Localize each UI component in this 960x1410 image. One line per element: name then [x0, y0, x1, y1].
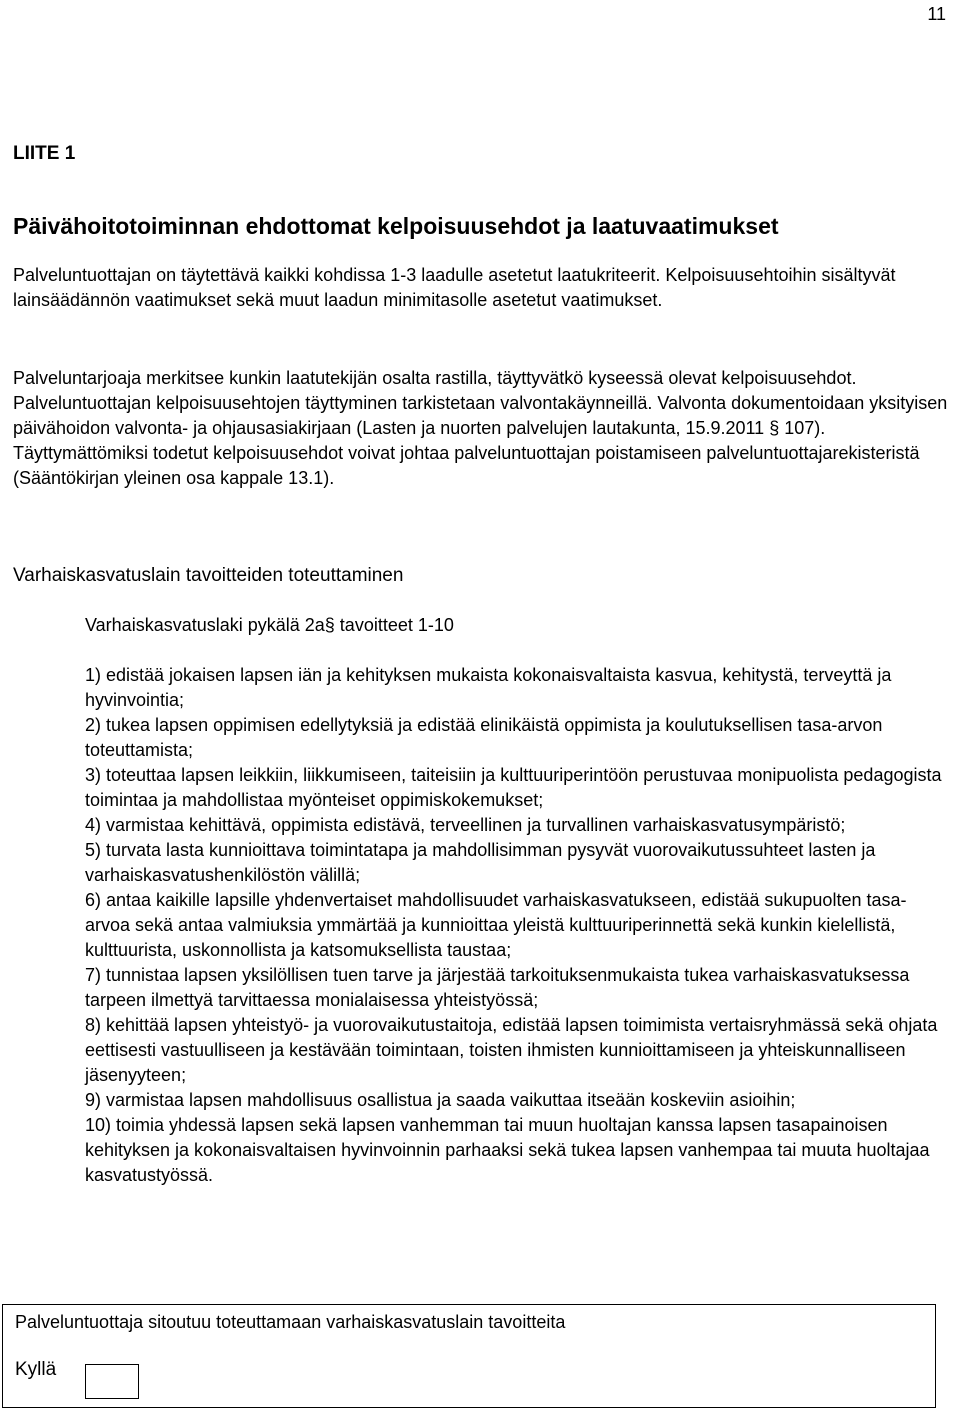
goal-item: 8) kehittää lapsen yhteistyö- ja vuorovaikutustaitoja, edistää lapsen toimimista vertaisryhmässä sekä ohjata eettisesti vastuulliseen ja kestävään toimintaan, toisten ihmisten kunnioittamiseen ja yhteiskunnalliseen jäsenyyteen; — [85, 1015, 938, 1085]
responsibility-paragraph: Palveluntarjoaja merkitsee kunkin laatutekijän osalta rastilla, täyttyvätkö kyseessä olevat kelpoisuusehdot. Palveluntuottajan kelpoisuusehtojen täyttyminen tarkistetaan valvontakäynneillä. Valvonta dokumentoidaan yksityisen päivähoidon valvonta- ja ohjausasiakirjaan (Lasten ja nuorten palvelujen lautakunta, 15.9.2011 § 107). Täyttymättömiksi todetut kelpoisuusehdot voivat johtaa palveluntuottajan poistamiseen palveluntuottajarekisteristä (Sääntökirjan yleinen osa kappale 13.1). — [13, 368, 948, 488]
law-goals-heading: Varhaiskasvatuslaki pykälä 2a§ tavoitteet 1-10 — [85, 615, 454, 635]
goal-item: 4) varmistaa kehittävä, oppimista edistävä, terveellinen ja turvallinen varhaiskasvatusympäristö; — [85, 815, 846, 835]
goal-item: 7) tunnistaa lapsen yksilöllisen tuen tarve ja järjestää tarkoituksenmukaista tukea varhaiskasvatuksessa tarpeen ilmettyä tarvittaessa monialaisessa yhteistyössä; — [85, 965, 910, 1010]
goal-item: 9) varmistaa lapsen mahdollisuus osallistua ja saada vaikuttaa itseään koskeviin asioihin; — [85, 1090, 796, 1110]
commitment-text: Palveluntuottaja sitoutuu toteuttamaan varhaiskasvatuslain tavoitteita — [15, 1312, 566, 1332]
goal-item: 3) toteuttaa lapsen leikkiin, liikkumiseen, taiteisiin ja kulttuuriperintöön perustuvaa monipuolista pedagogista toimintaa ja mahdollistaa myönteiset oppimiskokemukset; — [85, 765, 942, 810]
goal-item: 5) turvata lasta kunnioittava toimintatapa ja mahdollisimman pysyvät vuorovaikutussuhteet lasten ja varhaiskasvatushenkilöstön välillä; — [85, 840, 876, 885]
page-number: 11 — [927, 4, 946, 24]
appendix-label: LIITE 1 — [13, 143, 76, 164]
goals-list — [85, 663, 945, 1188]
intro-paragraph: Palveluntuottajan on täytettävä kaikki kohdissa 1-3 laadulle asetetut laatukriteerit. Kelpoisuusehtoihin sisältyvät lainsäädännön vaatimukset sekä muut laadun minimitasolle asetetut vaatimukset. — [13, 265, 896, 310]
section-heading: Varhaiskasvatuslain tavoitteiden toteuttaminen — [13, 565, 404, 586]
goal-item: 2) tukea lapsen oppimisen edellytyksiä ja edistää elinikäistä oppimista ja koulutuksellisen tasa-arvon toteuttamista; — [85, 715, 883, 760]
commitment-box — [2, 1304, 936, 1408]
goal-item: 10) toimia yhdessä lapsen sekä lapsen vanhemman tai muun huoltajan kanssa lapsen tasapainoisen kehityksen ja kokonaisvaltaisen hyvinvoinnin parhaaksi sekä tukea lapsen vanhempaa tai muuta huoltajaa kasvatustyössä. — [85, 1115, 930, 1185]
goal-item: 6) antaa kaikille lapsille yhdenvertaiset mahdollisuudet varhaiskasvatukseen, edistää sukupuolten tasa-arvoa sekä antaa valmiuksia ymmärtää ja kunnioittaa yleistä kulttuuriperinnettä sekä kunkin kielellistä, kulttuurista, uskonnollista ja katsomuksellista taustaa; — [85, 890, 907, 960]
page-title: Päivähoitotoiminnan ehdottomat kelpoisuusehdot ja laatuvaatimukset — [13, 213, 779, 239]
goal-item: 1) edistää jokaisen lapsen iän ja kehityksen mukaista kokonaisvaltaista kasvua, kehitystä, terveyttä ja hyvinvointia; — [85, 665, 892, 710]
yes-label: Kyllä — [15, 1359, 57, 1380]
yes-checkbox[interactable] — [85, 1364, 139, 1399]
